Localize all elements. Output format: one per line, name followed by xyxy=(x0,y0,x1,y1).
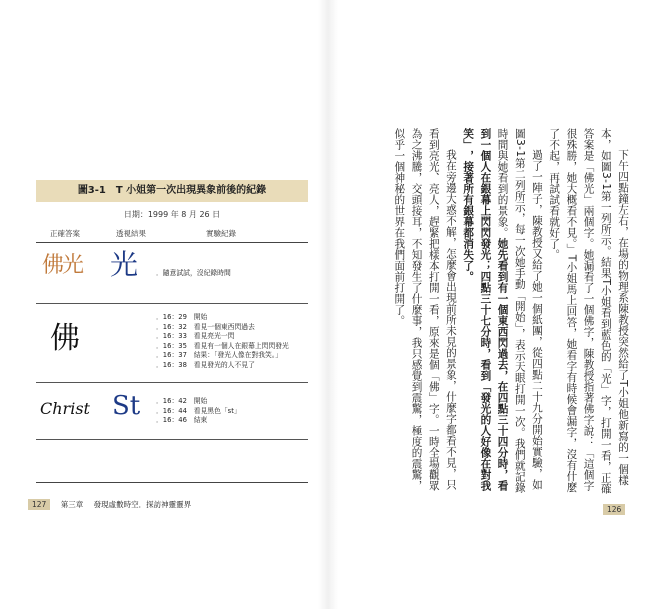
body-paragraph xyxy=(545,128,631,498)
header-correct-answer: 正確答案 xyxy=(50,229,80,238)
figure-date: 日期：1999 年 8 月 26 日 xyxy=(123,210,221,219)
chapter-label: 第三章 xyxy=(60,500,84,509)
table-row-empty xyxy=(36,440,308,483)
figure-headers xyxy=(36,226,308,242)
record-notes: ．16：42 開始 ．16：44 看見黑色「st」 ．16：46 結束 xyxy=(156,397,241,425)
page-number: 127 xyxy=(28,499,50,510)
body-text xyxy=(331,128,631,498)
chapter-title: 發現虛數時空．探訪神靈靈界 xyxy=(93,500,192,509)
result-handwriting: 光 xyxy=(110,248,139,281)
body-paragraph xyxy=(459,128,545,498)
record-notes: ．隨意試試，沒紀錄時間 xyxy=(156,269,231,277)
header-experiment-record: 實驗紀錄 xyxy=(206,229,236,238)
figure-title: 圖3-1 T 小姐第一次出現異象前後的紀錄 xyxy=(36,180,308,202)
right-footer xyxy=(603,499,625,518)
table-row xyxy=(36,383,308,440)
answer-handwriting: 佛 xyxy=(50,321,80,356)
text-segment: 過了一陣子，陳教授又給了她一個紙團，從四點二十九分開始實驗，如圖3-1第二列所示，每一次她手動「開始」，表示天眼打開一次。我們就記錄時間與她看到的景象。 xyxy=(496,128,543,494)
header-vision-result: 透視結果 xyxy=(116,229,146,238)
text-segment: 我在旁邊大惑不解，怎麼會出現前所未見的景象，什麼字都看不見，只看到亮光、亮人，趕緊把樣本打開一看，原來是個「佛」字。一時全場觀眾為之沸騰，交頭接耳，不知發生了什麼事，我只感覺到震驚，極度的震驚，似乎一個神秘的世界在我們面前打開了。 xyxy=(393,128,457,491)
left-page xyxy=(0,0,327,609)
record-notes: ．16：29 開始 ．16：32 看見一個東西閃過去 ．16：33 看見亮光一閃 ．16：35 看見有一個人在銀幕上閃閃發光 ．16：37 結果：「發光人像在對我笑。」 ．16：38 看見發光的人不見了 xyxy=(156,313,289,369)
text-segment: 下午四點鐘左右，在場的物理系陳教授突然給了T小姐他新寫的一個樣本，如圖3-1第一列所示。結果T小姐看到藍色的「光」字，打開一看，正確答案是「佛光」兩個字。她漏看了一個佛字，陳教授指著佛字說：「這個字很殊勝，她大概看不見。」T小姐馬上回答，她看字有時候會漏字，沒有什麼了不起，再試試看就好了。 xyxy=(548,128,629,495)
bold-text-segment: 她先看到有一個東西閃過去，在四點三十四分時，看到一個人在銀幕上閃閃發光；四點三十七分時，看到「發光的人好像在對我笑」，接著所有銀幕都消失了。 xyxy=(462,128,509,491)
result-handwriting: St xyxy=(112,391,141,421)
table-row xyxy=(36,304,308,383)
page-number: 126 xyxy=(603,504,625,515)
answer-handwriting: 佛光 xyxy=(42,253,83,278)
answer-handwriting: Christ xyxy=(40,399,90,418)
table-row xyxy=(36,243,308,304)
body-paragraph xyxy=(390,128,459,498)
figure-3-1 xyxy=(36,180,308,483)
left-footer xyxy=(28,499,191,513)
